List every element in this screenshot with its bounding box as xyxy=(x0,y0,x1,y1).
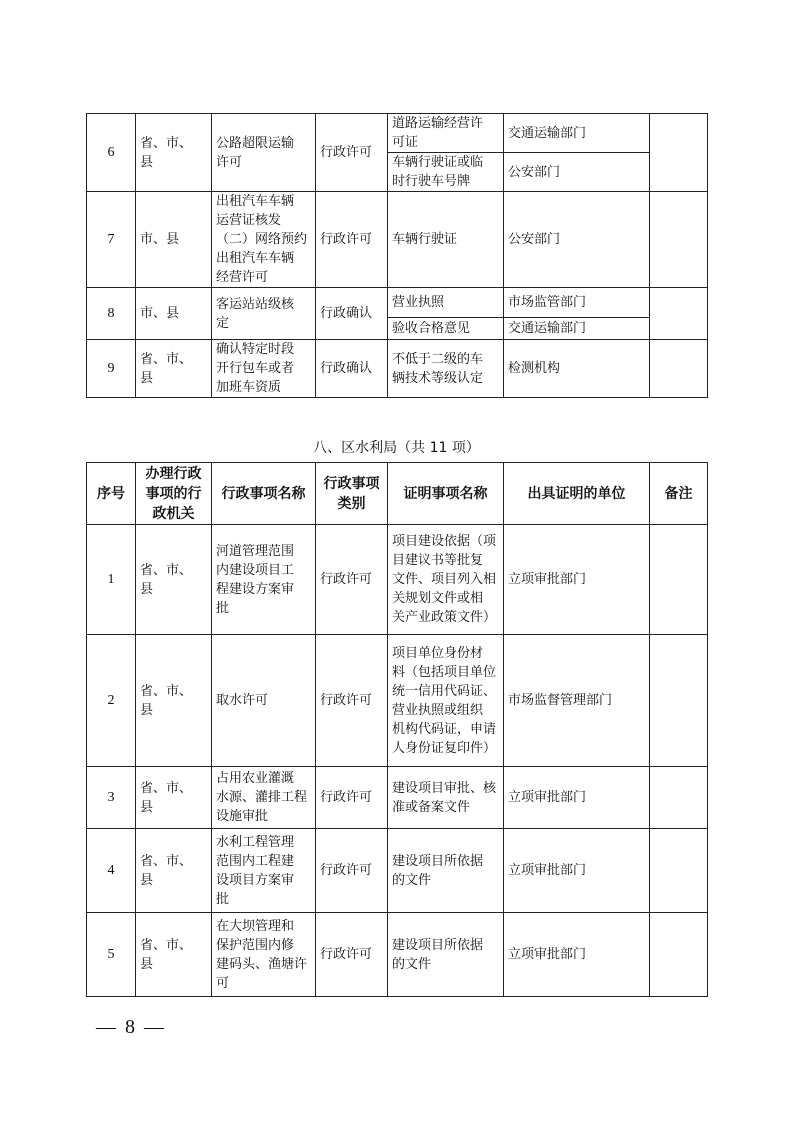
column-header-item: 行政事项名称 xyxy=(212,463,316,525)
table-row xyxy=(87,525,708,635)
water-bureau-items-table xyxy=(86,462,708,997)
item-name: 在大坝管理和 保护范围内修 建码头、渔塘许 可 xyxy=(212,913,316,997)
column-header-department: 出具证明的单位 xyxy=(504,463,650,525)
certificate-name: 项目建设依据（项 目建议书等批复 文件、项目列入相 关规划文件或相 关产业政策文件） xyxy=(388,525,504,635)
table-header-row xyxy=(87,463,708,525)
certificate-name: 项目单位身份材 料（包括项目单位 统一信用代码证、 营业执照或组织 机构代码证，申请 人身份证复印件） xyxy=(388,635,504,767)
issuing-department: 交通运输部门 xyxy=(504,114,650,153)
issuing-department: 市场监管部门 xyxy=(504,288,650,318)
section-title: 八、区水利局（共 11 项） xyxy=(313,440,480,456)
item-type: 行政许可 xyxy=(316,829,388,913)
table-row xyxy=(87,340,708,398)
certificate-name: 营业执照 xyxy=(388,288,504,318)
issuing-department: 立项审批部门 xyxy=(504,767,650,829)
item-type: 行政确认 xyxy=(316,288,388,340)
remark xyxy=(650,525,708,635)
remark xyxy=(650,288,708,340)
issuing-department: 检测机构 xyxy=(504,340,650,398)
item-name: 客运站站级核 定 xyxy=(212,288,316,340)
issuing-department: 市场监督管理部门 xyxy=(504,635,650,767)
item-type: 行政许可 xyxy=(316,635,388,767)
handling-level: 省、市、 县 xyxy=(136,340,212,398)
row-number: 9 xyxy=(87,340,136,398)
item-type: 行政许可 xyxy=(316,114,388,192)
table-row xyxy=(87,635,708,767)
issuing-department: 交通运输部门 xyxy=(504,318,650,340)
issuing-department: 公安部门 xyxy=(504,153,650,192)
item-name: 河道管理范围 内建设项目工 程建设方案审 批 xyxy=(212,525,316,635)
row-number: 2 xyxy=(87,635,136,767)
handling-level: 省、市、 县 xyxy=(136,829,212,913)
certificate-name: 道路运输经营许 可证 xyxy=(388,114,504,153)
remark xyxy=(650,829,708,913)
row-number: 3 xyxy=(87,767,136,829)
handling-level: 省、市、 县 xyxy=(136,525,212,635)
issuing-department: 立项审批部门 xyxy=(504,829,650,913)
handling-level: 省、市、 县 xyxy=(136,767,212,829)
certificate-name: 车辆行驶证或临 时行驶车号牌 xyxy=(388,153,504,192)
table-row xyxy=(87,192,708,288)
item-type: 行政确认 xyxy=(316,340,388,398)
certificate-name: 建设项目所依据 的文件 xyxy=(388,829,504,913)
item-name: 水利工程管理 范围内工程建 设项目方案审 批 xyxy=(212,829,316,913)
item-name: 取水许可 xyxy=(212,635,316,767)
issuing-department: 公安部门 xyxy=(504,192,650,288)
remark xyxy=(650,767,708,829)
table-row xyxy=(87,288,708,318)
page-number: — 8 — xyxy=(96,1016,166,1038)
issuing-department: 立项审批部门 xyxy=(504,525,650,635)
certificate-name: 不低于二级的车 辆技术等级认定 xyxy=(388,340,504,398)
item-type: 行政许可 xyxy=(316,767,388,829)
issuing-department: 立项审批部门 xyxy=(504,913,650,997)
table-row xyxy=(87,829,708,913)
certificate-name: 建设项目审批、核 准或备案文件 xyxy=(388,767,504,829)
remark xyxy=(650,340,708,398)
item-type: 行政许可 xyxy=(316,525,388,635)
column-header-organ: 办理行政 事项的行 政机关 xyxy=(136,463,212,525)
row-number: 8 xyxy=(87,288,136,340)
row-number: 5 xyxy=(87,913,136,997)
column-header-certificate: 证明事项名称 xyxy=(388,463,504,525)
table-row xyxy=(87,913,708,997)
certificate-name: 建设项目所依据 的文件 xyxy=(388,913,504,997)
handling-level: 市、县 xyxy=(136,288,212,340)
row-number: 7 xyxy=(87,192,136,288)
remark xyxy=(650,913,708,997)
remark xyxy=(650,114,708,192)
column-header-type: 行政事项 类别 xyxy=(316,463,388,525)
transport-items-table xyxy=(86,113,708,398)
item-name: 出租汽车车辆 运营证核发 （二）网络预约 出租汽车车辆 经营许可 xyxy=(212,192,316,288)
item-name: 确认特定时段 开行包车或者 加班车资质 xyxy=(212,340,316,398)
column-header-number: 序号 xyxy=(87,463,136,525)
item-type: 行政许可 xyxy=(316,192,388,288)
remark xyxy=(650,635,708,767)
row-number: 6 xyxy=(87,114,136,192)
row-number: 1 xyxy=(87,525,136,635)
handling-level: 省、市、 县 xyxy=(136,114,212,192)
certificate-name: 验收合格意见 xyxy=(388,318,504,340)
table-row xyxy=(87,767,708,829)
remark xyxy=(650,192,708,288)
row-number: 4 xyxy=(87,829,136,913)
column-header-remark: 备注 xyxy=(650,463,708,525)
item-name: 占用农业灌溉 水源、灌排工程 设施审批 xyxy=(212,767,316,829)
handling-level: 省、市、 县 xyxy=(136,913,212,997)
table-row xyxy=(87,114,708,153)
handling-level: 市、县 xyxy=(136,192,212,288)
item-name: 公路超限运输 许可 xyxy=(212,114,316,192)
handling-level: 省、市、 县 xyxy=(136,635,212,767)
certificate-name: 车辆行驶证 xyxy=(388,192,504,288)
item-type: 行政许可 xyxy=(316,913,388,997)
